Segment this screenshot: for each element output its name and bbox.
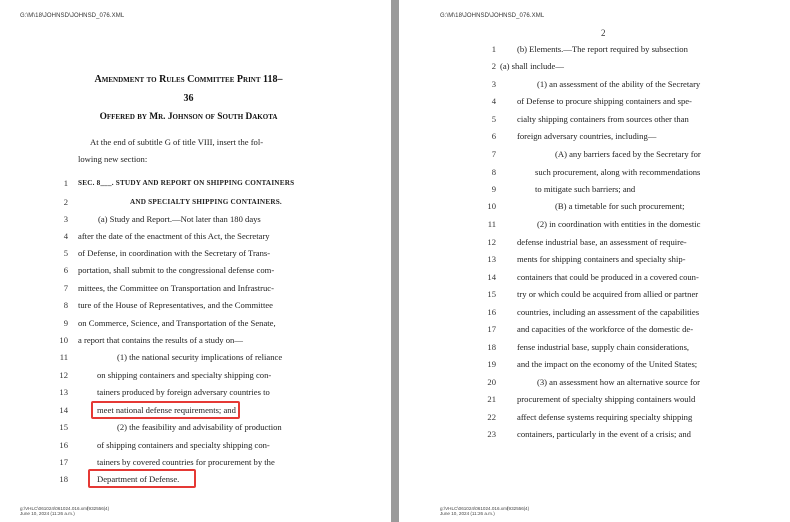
text-line: 11 (2) in coordination with entities in the domestic	[487, 219, 701, 229]
text-line: 16 countries, including an assessment of the capabilities	[487, 307, 700, 317]
text-line: 2 (a) shall include—	[491, 61, 564, 71]
text-line: 3 (1) an assessment of the ability of the Secretary	[491, 79, 701, 89]
intro-line: At the end of subtitle G of title VIII, insert the fol-	[90, 137, 264, 147]
intro-line: lowing new section:	[78, 154, 148, 164]
text-line: 23 containers, particularly in the event of a crisis; and	[487, 429, 691, 439]
text-line: 18 Department of Defense.	[59, 474, 180, 484]
text-line: 14 meet national defense requirements; and	[59, 405, 236, 415]
text-line: 17 tainers by covered countries for procurement by the	[59, 457, 275, 467]
text-line: 13 ments for shipping containers and specialty ship-	[487, 254, 686, 264]
offered-by: Offered by Mr. Johnson of South Dakota	[99, 112, 278, 122]
text-line: 7 mittees, the Committee on Transportation and Infrastruc-	[63, 283, 274, 293]
text-line: 10 a report that contains the results of a study on—	[59, 335, 243, 345]
text-line: 12 on shipping containers and specialty shipping con-	[59, 370, 272, 380]
page-header: G:\M\18\JOHNSD\JOHNSD_076.XML	[440, 13, 545, 19]
text-line: 15 (2) the feasibility and advisability of production	[59, 422, 282, 432]
text-line: 16 of shipping containers and specialty shipping con-	[59, 440, 270, 450]
text-line: 18 fense industrial base, supply chain considerations,	[487, 342, 690, 352]
text-line: 19 and the impact on the economy of the United States;	[487, 359, 698, 369]
text-line: 14 containers that could be produced in a covered coun-	[487, 272, 699, 282]
text-line: 5 cialty shipping containers from sources other than	[491, 114, 689, 124]
text-line: 12 defense industrial base, an assessment of require-	[487, 237, 687, 247]
text-line: 9 to mitigate such barriers; and	[491, 184, 636, 194]
text-line: 8 such procurement, along with recommendations	[491, 167, 701, 177]
text-line: 1 SEC. 8___. STUDY AND REPORT ON SHIPPING CONTAINERS	[63, 178, 295, 188]
page-footer: g:\VHLC\061024\061024.016.xml June 10, 2024 (11:26 a.m.) (932556|4)	[20, 506, 110, 516]
text-line: 13 tainers produced by foreign adversary countries to	[59, 387, 270, 397]
text-line: 11 (1) the national security implications of reliance	[59, 352, 283, 362]
text-line: 2 AND SPECIALTY SHIPPING CONTAINERS.	[63, 197, 282, 207]
page-header: G:\M\18\JOHNSD\JOHNSD_076.XML	[20, 13, 125, 19]
page-number: 2	[601, 28, 606, 38]
text-line: 6 foreign adversary countries, including—	[491, 131, 657, 141]
text-line: 21 procurement of specialty shipping containers would	[487, 394, 696, 404]
text-line: 9 on Commerce, Science, and Transportation of the Senate,	[63, 318, 276, 328]
text-line: 1 (b) Elements.—The report required by subsection	[491, 44, 688, 54]
text-line: 15 try or which could be acquired from allied or partner	[487, 289, 699, 299]
text-line: 4 of Defense to procure shipping containers and spe-	[491, 96, 692, 106]
text-line: 17 and capacities of the workforce of the domestic de-	[487, 324, 694, 334]
text-line: 10 (B) a timetable for such procurement;	[487, 201, 685, 211]
text-line: 5 of Defense, in coordination with the Secretary of Trans-	[63, 248, 271, 258]
title-line-1: Amendment to Rules Committee Print 118–	[94, 74, 283, 85]
title-line-2: 36	[183, 93, 194, 104]
text-line: 4 after the date of the enactment of this Act, the Secretary	[63, 231, 270, 241]
page-footer: g:\VHLC\061024\061024.016.xml June 10, 2024 (11:26 a.m.) (932556|4)	[440, 506, 530, 516]
text-line: 20 (3) an assessment how an alternative source for	[487, 377, 700, 387]
highlight-box	[88, 469, 196, 488]
text-line: 6 portation, shall submit to the congressional defense com-	[63, 265, 275, 275]
text-line: 3 (a) Study and Report.—Not later than 180 days	[63, 214, 261, 224]
text-line: 8 ture of the House of Representatives, and the Committee	[63, 300, 273, 310]
text-line: 7 (A) any barriers faced by the Secretary for	[491, 149, 701, 159]
text-line: 22 affect defense systems requiring specialty shipping	[487, 412, 693, 422]
